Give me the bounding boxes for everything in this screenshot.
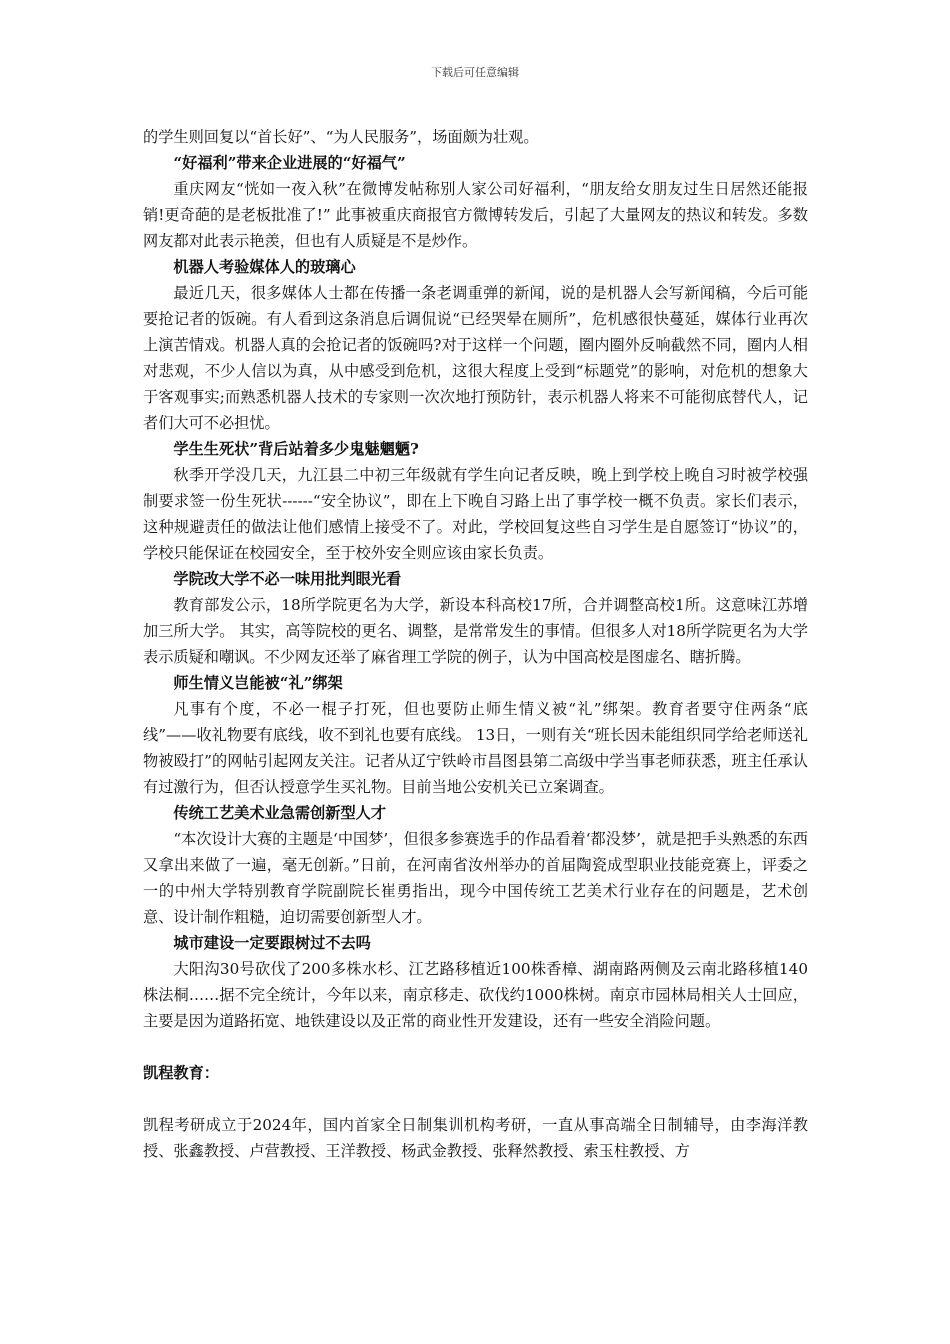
section-heading-5: 师生情义岂能被“礼”绑架 [173, 674, 343, 692]
document-body [143, 124, 808, 1164]
section-body-1: 重庆网友“恍如一夜入秋”在微博发帖称别人家公司好福利，“朋友给女朋友过生日居然还能报销!更奇葩的是老板批准了!” 此事被重庆商报官方微博转发后，引起了大量网友的热议和转发。多数网友都对此表示艳羡，但也有人质疑是不是炒作。 [143, 180, 808, 250]
section-heading-3: 学生生死状”背后站着多少鬼魅魍魉? [173, 440, 419, 458]
section-heading-1: “好福利”带来企业进展的“好福气” [173, 154, 406, 172]
section-body-5: 凡事有个度，不必一棍子打死，但也要防止师生情义被“礼”绑架。教育者要守住两条“底线”——收礼物要有底线，收不到礼也要有底线。 13日，一则有关“班长因未能组织同学给老师送礼物被殴打”的网帖引起网友关注。记者从辽宁铁岭市昌图县第二高级中学当事老师获悉，班主任承认有过激行为，但否认授意学生买礼物。目前当地公安机关已立案调查。 [143, 700, 808, 796]
section-body-7: 大阳沟30号砍伐了200多株水杉、江艺路移植近100株香樟、湖南路两侧及云南北路移植140株法桐……据不完全统计，今年以来，南京移走、砍伐约1000株树。南京市园林局相关人士回应，主要是因为道路拓宽、地铁建设以及正常的商业性开发建设，还有一些安全消险问题。 [143, 960, 808, 1030]
section-heading-7: 城市建设一定要跟树过不去吗 [173, 934, 371, 952]
section-body-3: 秋季开学没几天，九江县二中初三年级就有学生向记者反映，晚上到学校上晚自习时被学校强制要求签一份生死状------“安全协议”，即在上下晚自习路上出了事学校一概不负责。家长们表示，这种规避责任的做法让他们感情上接受不了。对此，学校回复这些自习学生是自愿签订“协议”的，学校只能保证在校园安全，至于校外安全则应该由家长负责。 [143, 466, 808, 562]
kaicheng-body: 凯程考研成立于2024年，国内首家全日制集训机构考研，一直从事高端全日制辅导，由李海洋教授、张鑫教授、卢营教授、王洋教授、杨武金教授、张释然教授、索玉柱教授、方 [143, 1116, 808, 1160]
section-heading-4: 学院改大学不必一味用批判眼光看 [173, 570, 402, 588]
section-heading-6: 传统工艺美术业急需创新型人才 [173, 804, 387, 822]
section-body-6: “本次设计大赛的主题是‘中国梦’，但很多参赛选手的作品看着‘都没梦’，就是把手头熟悉的东西又拿出来做了一遍，毫无创新。”日前，在河南省汝州举办的首届陶瓷成型职业技能竞赛上，评委之一的中州大学特别教育学院副院长崔勇指出，现今中国传统工艺美术行业存在的问题是，艺术创意、设计制作粗糙，迫切需要创新型人才。 [143, 830, 808, 926]
paragraph-spacer [143, 1086, 808, 1112]
section-heading-2: 机器人考验媒体人的玻璃心 [173, 258, 356, 276]
section-body-4: 教育部发公示，18所学院更名为大学，新设本科高校17所，合并调整高校1所。这意味江苏增加三所大学。 其实，高等院校的更名、调整，是常常发生的事情。但很多人对18所学院更名为大学表示质疑和嘲讽。不少网友还举了麻省理工学院的例子，认为中国高校是图虚名、瞎折腾。 [143, 596, 808, 666]
page-header: 下载后可任意编辑 [431, 66, 519, 79]
opening-paragraph: 的学生则回复以“首长好”、“为人民服务”，场面颇为壮观。 [143, 128, 539, 146]
section-body-2: 最近几天，很多媒体人士都在传播一条老调重弹的新闻，说的是机器人会写新闻稿，今后可能要抢记者的饭碗。有人看到这条消息后调侃说“已经哭晕在厕所”，危机感很快蔓延，媒体行业再次上演苦情戏。机器人真的会抢记者的饭碗吗?对于这样一个问题，圈内圈外反响截然不同，圈内人相对悲观，不少人信以为真，从中感受到危机，这很大程度上受到“标题党”的影响，对危机的想象大于客观事实;而熟悉机器人技术的专家则一次次地打预防针，表示机器人将来不可能彻底替代人，记者们大可不必担忧。 [143, 284, 808, 432]
kaicheng-title: 凯程教育： [143, 1064, 219, 1082]
